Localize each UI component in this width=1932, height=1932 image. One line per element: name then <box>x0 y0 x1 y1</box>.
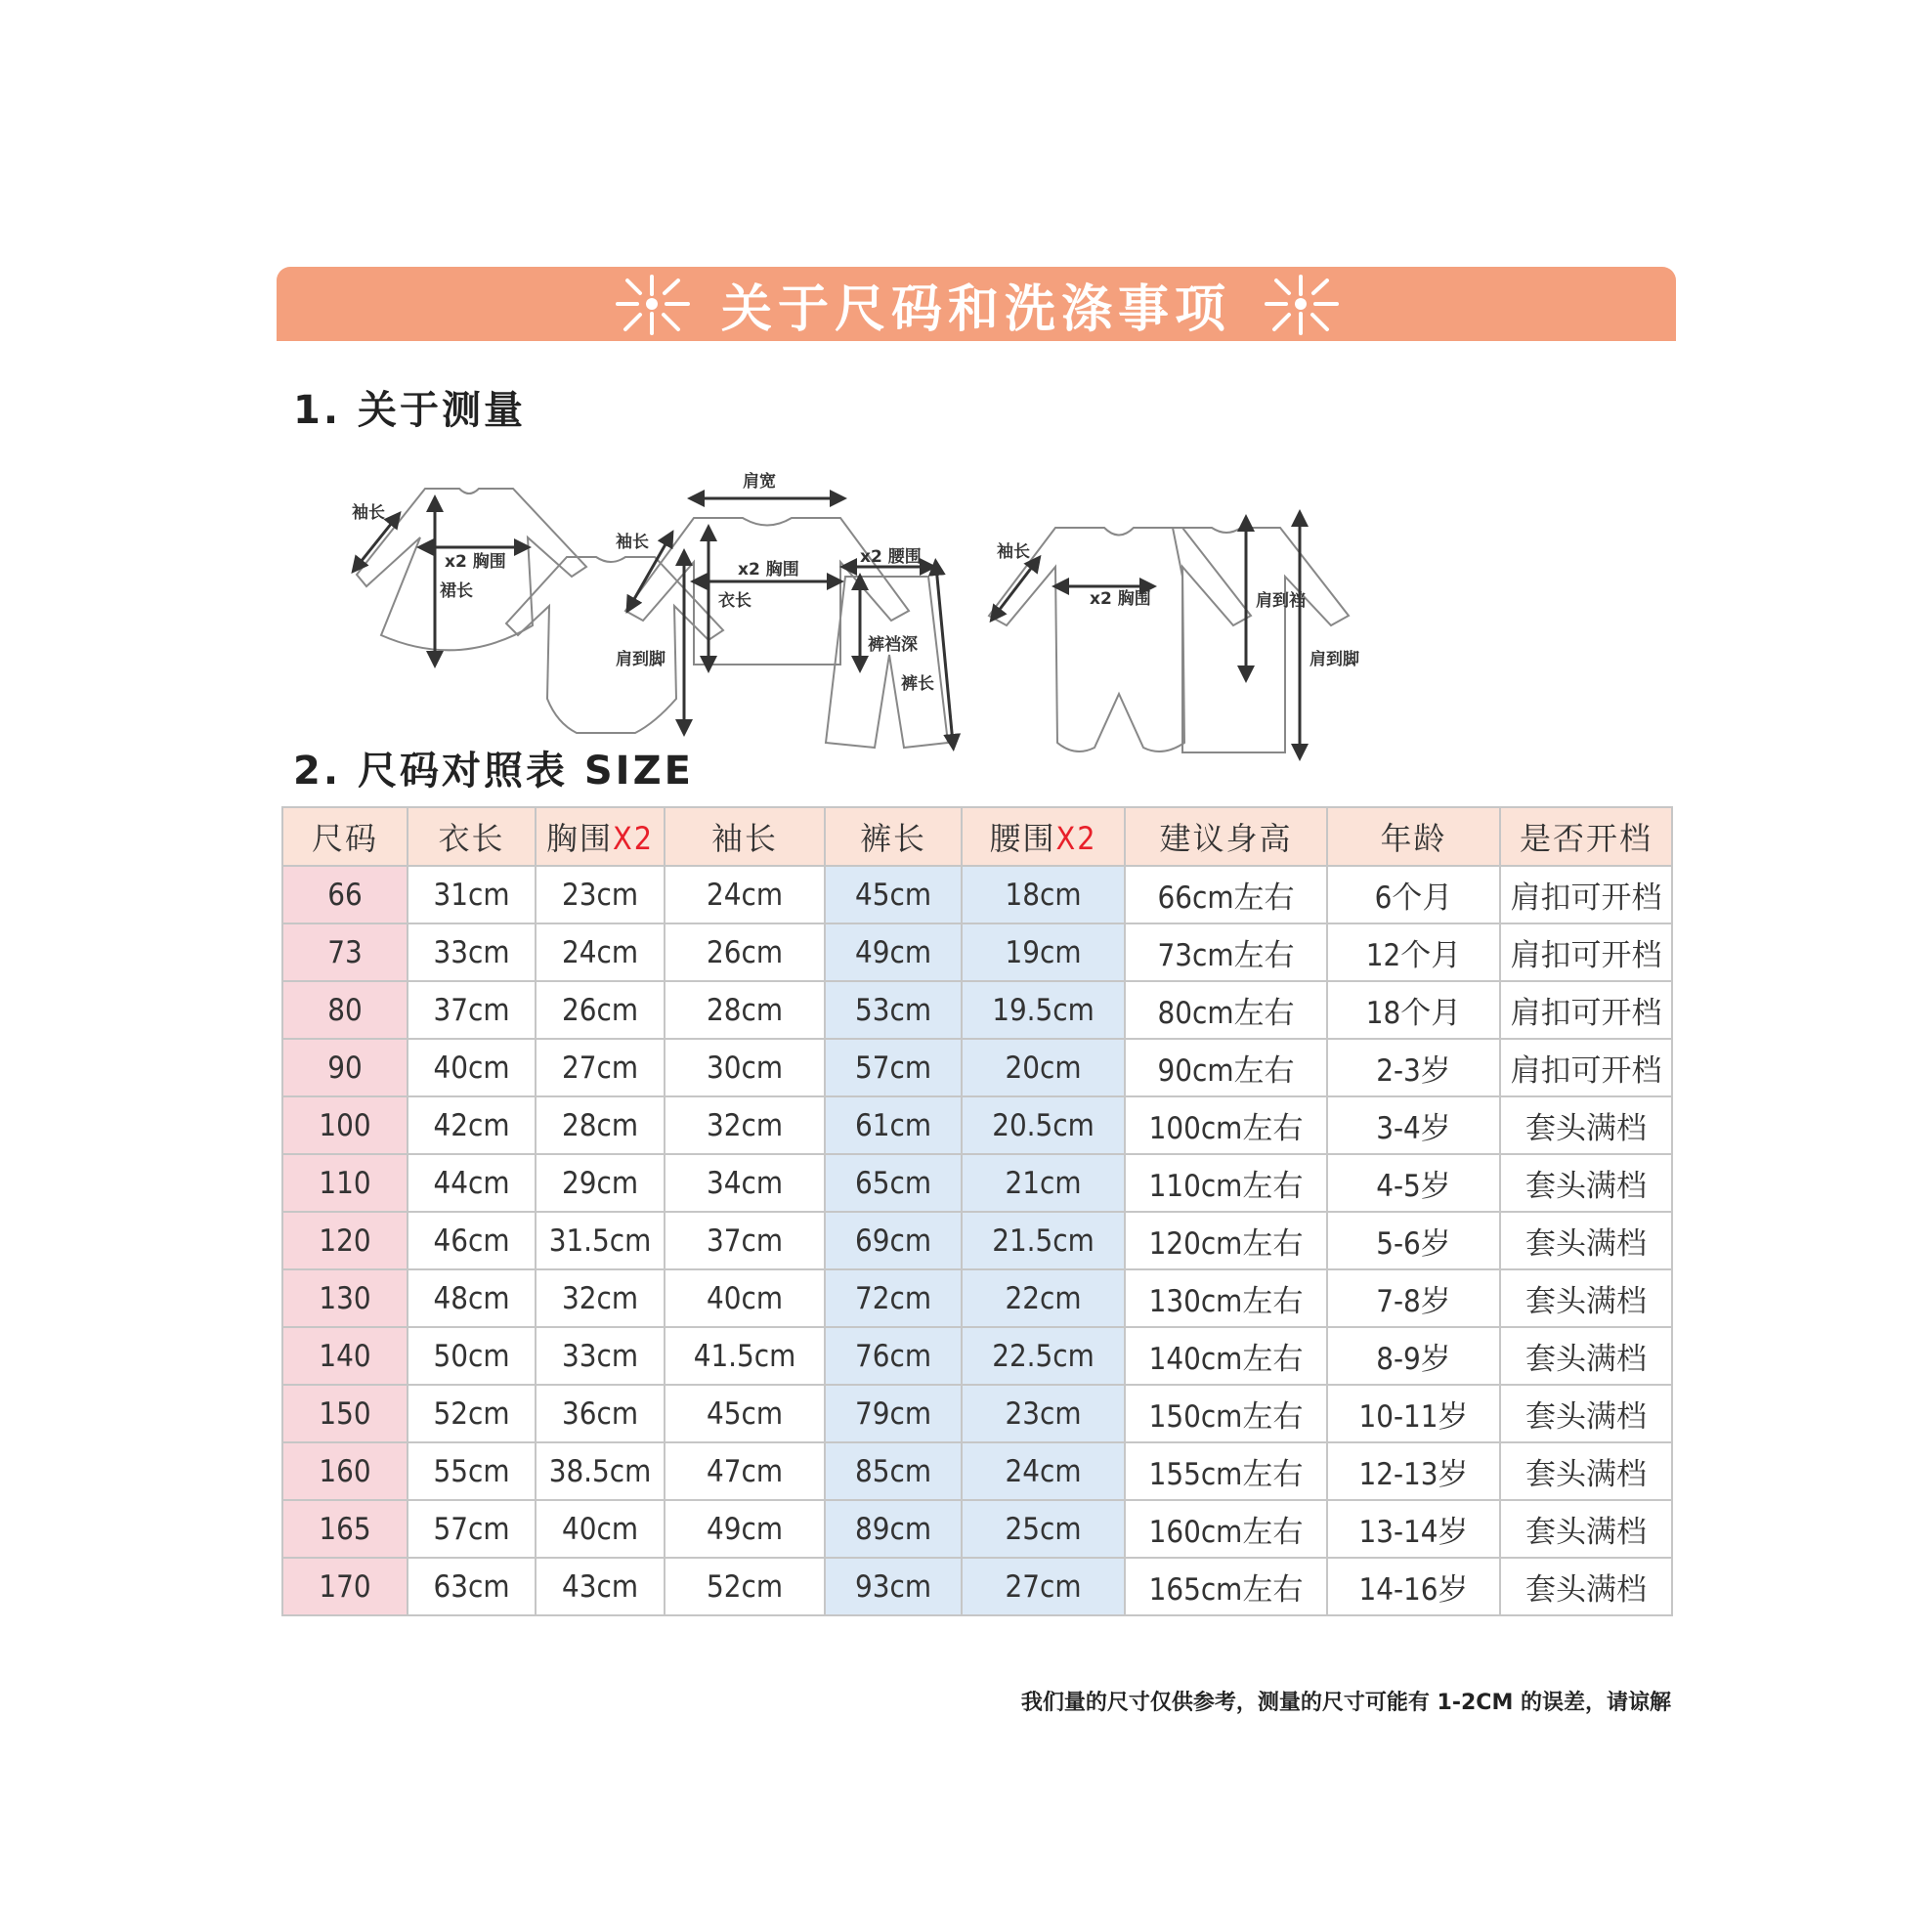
table-cell: 150 <box>282 1385 408 1442</box>
table-cell: 套头满档 <box>1500 1212 1672 1269</box>
table-cell: 3-4岁 <box>1327 1096 1500 1154</box>
table-row <box>282 1327 1672 1385</box>
table-cell: 20.5cm <box>962 1096 1125 1154</box>
label-sleeve-3: 袖长 <box>997 542 1030 562</box>
table-cell: 57cm <box>825 1039 962 1096</box>
label-garment-length: 衣长 <box>718 591 751 611</box>
table-cell: 49cm <box>665 1500 825 1558</box>
sparkle-icon-right <box>1257 267 1345 341</box>
table-cell: 47cm <box>665 1442 825 1500</box>
table-cell: 5-6岁 <box>1327 1212 1500 1269</box>
table-cell: 85cm <box>825 1442 962 1500</box>
table-cell: 套头满档 <box>1500 1442 1672 1500</box>
table-cell: 93cm <box>825 1558 962 1615</box>
table-row <box>282 1212 1672 1269</box>
table-cell: 套头满档 <box>1500 1327 1672 1385</box>
column-header-8 <box>1500 807 1672 866</box>
table-cell: 170 <box>282 1558 408 1615</box>
table-cell: 23cm <box>962 1385 1125 1442</box>
table-row <box>282 1558 1672 1615</box>
table-cell: 73cm左右 <box>1125 923 1327 981</box>
table-cell: 30cm <box>665 1039 825 1096</box>
table-cell: 140 <box>282 1327 408 1385</box>
table-cell: 26cm <box>665 923 825 981</box>
table-cell: 7-8岁 <box>1327 1269 1500 1327</box>
table-cell: 53cm <box>825 981 962 1039</box>
table-cell: 46cm <box>408 1212 536 1269</box>
table-cell: 150cm左右 <box>1125 1385 1327 1442</box>
table-cell: 57cm <box>408 1500 536 1558</box>
label-shoulder-foot: 肩到脚 <box>616 650 665 669</box>
table-cell: 89cm <box>825 1500 962 1558</box>
column-header-5 <box>962 807 1125 866</box>
table-cell: 52cm <box>408 1385 536 1442</box>
title-banner <box>277 267 1676 341</box>
table-cell: 31.5cm <box>536 1212 665 1269</box>
column-header-text: 裤长 <box>859 820 926 857</box>
table-cell: 100cm左右 <box>1125 1096 1327 1154</box>
table-cell: 32cm <box>665 1096 825 1154</box>
label-shoulder-width: 肩宽 <box>743 472 776 492</box>
table-cell: 8-9岁 <box>1327 1327 1500 1385</box>
table-row <box>282 1039 1672 1096</box>
column-header-multiplier: X2 <box>612 820 655 857</box>
label-shoulder-foot-2: 肩到脚 <box>1309 650 1359 669</box>
column-header-2 <box>536 807 665 866</box>
label-chest: x2 胸围 <box>445 552 506 572</box>
table-cell: 29cm <box>536 1154 665 1212</box>
table-cell: 140cm左右 <box>1125 1327 1327 1385</box>
table-cell: 肩扣可开档 <box>1500 923 1672 981</box>
table-cell: 63cm <box>408 1558 536 1615</box>
table-cell: 18cm <box>962 866 1125 923</box>
table-cell: 160 <box>282 1442 408 1500</box>
table-cell: 21.5cm <box>962 1212 1125 1269</box>
column-header-text: 年龄 <box>1380 820 1447 857</box>
table-cell: 76cm <box>825 1327 962 1385</box>
table-cell: 19.5cm <box>962 981 1125 1039</box>
table-cell: 55cm <box>408 1442 536 1500</box>
table-cell: 41.5cm <box>665 1327 825 1385</box>
table-cell: 130 <box>282 1269 408 1327</box>
table-cell: 19cm <box>962 923 1125 981</box>
table-cell: 120cm左右 <box>1125 1212 1327 1269</box>
column-header-4 <box>825 807 962 866</box>
table-row <box>282 1269 1672 1327</box>
table-row <box>282 1500 1672 1558</box>
table-cell: 24cm <box>962 1442 1125 1500</box>
label-sleeve-2: 袖长 <box>616 533 649 552</box>
table-cell: 12-13岁 <box>1327 1442 1500 1500</box>
table-cell: 27cm <box>962 1558 1125 1615</box>
measure-section-title: 1. 关于测量 <box>293 388 526 433</box>
table-cell: 160cm左右 <box>1125 1500 1327 1558</box>
table-cell: 165 <box>282 1500 408 1558</box>
column-header-text: 袖长 <box>710 820 778 857</box>
table-row <box>282 1096 1672 1154</box>
table-cell: 66 <box>282 866 408 923</box>
size-chart-table <box>281 806 1673 1616</box>
table-cell: 42cm <box>408 1096 536 1154</box>
table-cell: 40cm <box>408 1039 536 1096</box>
table-cell: 45cm <box>665 1385 825 1442</box>
label-skirt-length: 裙长 <box>440 581 473 601</box>
table-cell: 45cm <box>825 866 962 923</box>
table-cell: 120 <box>282 1212 408 1269</box>
table-row <box>282 981 1672 1039</box>
sparkle-icon-left <box>608 267 696 341</box>
table-cell: 38.5cm <box>536 1442 665 1500</box>
table-cell: 33cm <box>536 1327 665 1385</box>
table-cell: 肩扣可开档 <box>1500 866 1672 923</box>
table-cell: 72cm <box>825 1269 962 1327</box>
table-cell: 40cm <box>536 1500 665 1558</box>
table-cell: 肩扣可开档 <box>1500 981 1672 1039</box>
column-header-multiplier: X2 <box>1055 820 1097 857</box>
banner-title: 关于尺码和洗涤事项 <box>720 279 1231 339</box>
table-cell: 48cm <box>408 1269 536 1327</box>
table-cell: 20cm <box>962 1039 1125 1096</box>
label-sleeve: 袖长 <box>352 503 385 523</box>
table-cell: 22cm <box>962 1269 1125 1327</box>
table-body <box>282 866 1672 1615</box>
measurement-diagrams <box>332 459 1632 772</box>
romper-back-outline <box>1173 528 1349 752</box>
table-cell: 79cm <box>825 1385 962 1442</box>
column-header-text: 是否开档 <box>1519 820 1653 857</box>
table-cell: 52cm <box>665 1558 825 1615</box>
table-cell: 69cm <box>825 1212 962 1269</box>
table-cell: 28cm <box>665 981 825 1039</box>
table-row <box>282 866 1672 923</box>
table-cell: 套头满档 <box>1500 1500 1672 1558</box>
table-cell: 套头满档 <box>1500 1096 1672 1154</box>
table-cell: 4-5岁 <box>1327 1154 1500 1212</box>
column-header-1 <box>408 807 536 866</box>
table-cell: 32cm <box>536 1269 665 1327</box>
table-cell: 165cm左右 <box>1125 1558 1327 1615</box>
table-cell: 26cm <box>536 981 665 1039</box>
table-cell: 66cm左右 <box>1125 866 1327 923</box>
table-cell: 27cm <box>536 1039 665 1096</box>
table-cell: 10-11岁 <box>1327 1385 1500 1442</box>
table-cell: 13-14岁 <box>1327 1500 1500 1558</box>
table-header-row <box>282 807 1672 866</box>
table-cell: 80 <box>282 981 408 1039</box>
table-cell: 90 <box>282 1039 408 1096</box>
table-cell: 2-3岁 <box>1327 1039 1500 1096</box>
table-cell: 31cm <box>408 866 536 923</box>
table-cell: 14-16岁 <box>1327 1558 1500 1615</box>
table-row <box>282 1442 1672 1500</box>
column-header-0 <box>282 807 408 866</box>
table-cell: 套头满档 <box>1500 1154 1672 1212</box>
column-header-text: 尺码 <box>311 820 378 857</box>
column-header-3 <box>665 807 825 866</box>
table-cell: 73 <box>282 923 408 981</box>
table-cell: 套头满档 <box>1500 1269 1672 1327</box>
table-cell: 肩扣可开档 <box>1500 1039 1672 1096</box>
table-row <box>282 1154 1672 1212</box>
table-cell: 24cm <box>536 923 665 981</box>
table-cell: 28cm <box>536 1096 665 1154</box>
table-row <box>282 923 1672 981</box>
table-cell: 23cm <box>536 866 665 923</box>
label-pants-length: 裤长 <box>901 674 934 694</box>
table-cell: 40cm <box>665 1269 825 1327</box>
table-cell: 65cm <box>825 1154 962 1212</box>
column-header-text: 衣长 <box>438 820 505 857</box>
label-waist: x2 腰围 <box>860 547 922 567</box>
table-cell: 130cm左右 <box>1125 1269 1327 1327</box>
table-cell: 套头满档 <box>1500 1558 1672 1615</box>
measurement-illustration <box>332 459 1632 772</box>
bodysuit-outline <box>506 557 723 733</box>
column-header-6 <box>1125 807 1327 866</box>
table-cell: 37cm <box>665 1212 825 1269</box>
table-cell: 90cm左右 <box>1125 1039 1327 1096</box>
table-cell: 33cm <box>408 923 536 981</box>
label-chest-2: x2 胸围 <box>738 560 799 580</box>
column-header-text: 胸围 <box>545 820 613 857</box>
measurement-disclaimer: 我们量的尺寸仅供参考，测量的尺寸可能有 1-2CM 的误差，请谅解 <box>1020 1691 1671 1715</box>
table-cell: 18个月 <box>1327 981 1500 1039</box>
table-cell: 套头满档 <box>1500 1385 1672 1442</box>
table-cell: 100 <box>282 1096 408 1154</box>
table-cell: 22.5cm <box>962 1327 1125 1385</box>
size-section-title: 2. 尺码对照表 SIZE <box>293 749 694 794</box>
pants-outline <box>826 577 948 748</box>
table-cell: 36cm <box>536 1385 665 1442</box>
table-cell: 6个月 <box>1327 866 1500 923</box>
table-cell: 34cm <box>665 1154 825 1212</box>
table-cell: 24cm <box>665 866 825 923</box>
table-cell: 44cm <box>408 1154 536 1212</box>
table-row <box>282 1385 1672 1442</box>
table-cell: 43cm <box>536 1558 665 1615</box>
column-header-text: 腰围 <box>989 820 1056 857</box>
table-cell: 21cm <box>962 1154 1125 1212</box>
table-cell: 25cm <box>962 1500 1125 1558</box>
table-cell: 49cm <box>825 923 962 981</box>
table-cell: 110 <box>282 1154 408 1212</box>
label-shoulder-crotch: 肩到裆 <box>1256 591 1306 611</box>
column-header-text: 建议身高 <box>1159 820 1293 857</box>
table-cell: 50cm <box>408 1327 536 1385</box>
table-cell: 80cm左右 <box>1125 981 1327 1039</box>
table-cell: 155cm左右 <box>1125 1442 1327 1500</box>
column-header-7 <box>1327 807 1500 866</box>
table-cell: 12个月 <box>1327 923 1500 981</box>
table-cell: 37cm <box>408 981 536 1039</box>
table-cell: 110cm左右 <box>1125 1154 1327 1212</box>
label-chest-3: x2 胸围 <box>1090 589 1151 609</box>
table-cell: 61cm <box>825 1096 962 1154</box>
label-crotch-depth: 裤裆深 <box>868 635 918 655</box>
